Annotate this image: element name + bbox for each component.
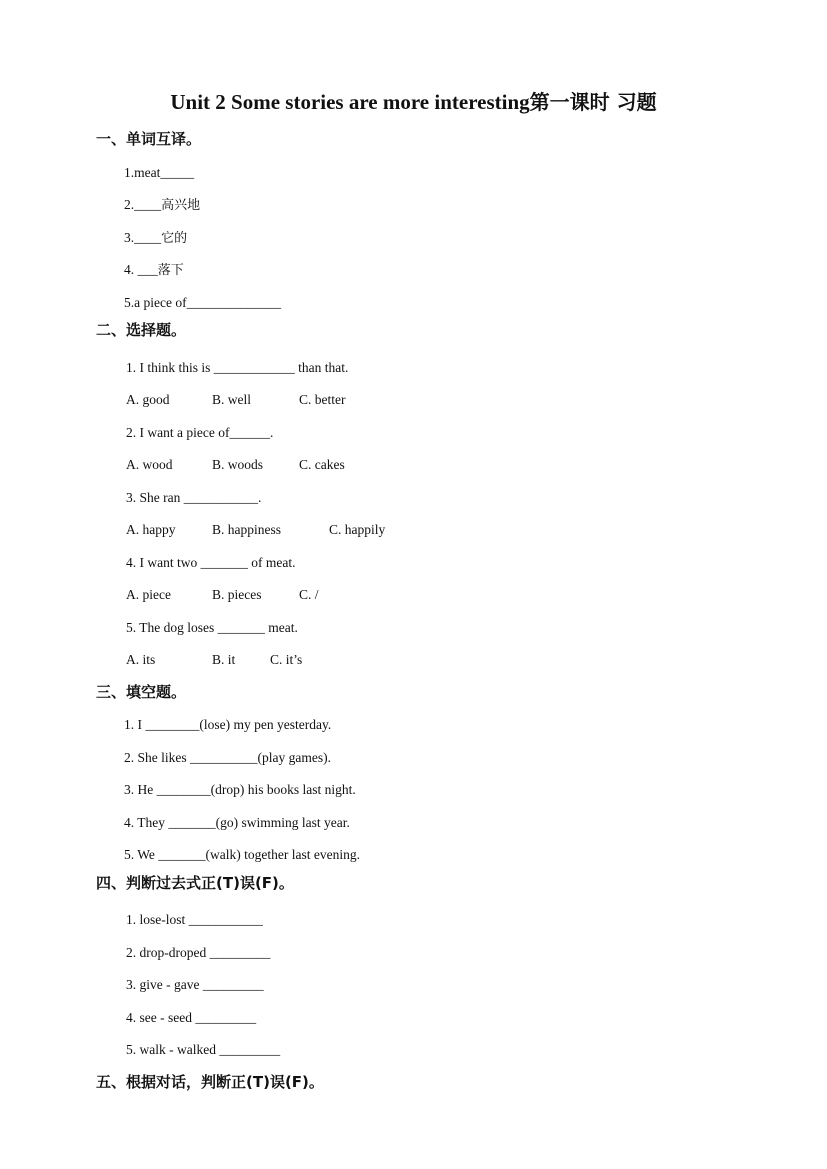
choice-question-3: 3. She ran ___________. (126, 490, 262, 505)
vocab-item-5 (124, 294, 281, 312)
answer-blank[interactable]: ____ (134, 230, 162, 245)
fill-item-5: 5. We _______(walk) together last evening. (124, 847, 360, 862)
judge-item-4: 4. see - seed _________ (126, 1010, 257, 1025)
vocab-chinese: 落下 (157, 263, 184, 278)
vocab-chinese: 高兴地 (161, 198, 201, 213)
option-a[interactable]: A. wood (126, 457, 173, 472)
vocab-item-text: 1.meat (124, 165, 161, 180)
judge-item-3: 3. give - gave _________ (126, 977, 264, 992)
answer-blank[interactable]: ____ (134, 197, 162, 212)
option-a[interactable]: A. piece (126, 587, 171, 602)
title-chinese: 第一课时 习题 (529, 90, 657, 114)
choice-question-1: 1. I think this is ____________ than that. (126, 360, 349, 375)
option-a[interactable]: A. its (126, 652, 156, 667)
judge-item-1: 1. lose-lost ___________ (126, 912, 263, 927)
vocab-item-1 (124, 164, 194, 182)
option-a[interactable]: A. happy (126, 522, 176, 537)
option-c[interactable]: C. it’s (270, 652, 303, 667)
section-2-heading: 二、选择题。 (96, 321, 187, 339)
fill-item-1: 1. I ________(lose) my pen yesterday. (124, 717, 332, 732)
choice-question-5: 5. The dog loses _______ meat. (126, 620, 298, 635)
answer-blank[interactable]: ___ (137, 262, 158, 277)
vocab-item-text: 2. (124, 197, 135, 212)
vocab-item-3 (124, 229, 187, 248)
section-3-heading: 三、填空题。 (96, 683, 187, 701)
vocab-chinese: 它的 (161, 231, 188, 246)
section-4-heading: 四、判断过去式正(T)误(F)。 (96, 874, 294, 892)
choice-question-2: 2. I want a piece of______. (126, 425, 274, 440)
option-a[interactable]: A. good (126, 392, 170, 407)
option-b[interactable]: B. happiness (212, 522, 281, 537)
option-c[interactable]: C. happily (329, 522, 386, 537)
option-b[interactable]: B. it (212, 652, 236, 667)
vocab-item-text: 5.a piece of (124, 295, 187, 310)
option-c[interactable]: C. / (299, 587, 319, 602)
fill-item-2: 2. She likes __________(play games). (124, 750, 331, 765)
vocab-item-2 (124, 196, 200, 215)
vocab-item-4 (124, 261, 184, 280)
option-b[interactable]: B. woods (212, 457, 264, 472)
option-b[interactable]: B. well (212, 392, 251, 407)
vocab-item-text: 4. (124, 262, 138, 277)
judge-item-2: 2. drop-droped _________ (126, 945, 271, 960)
option-c[interactable]: C. better (299, 392, 346, 407)
option-c[interactable]: C. cakes (299, 457, 345, 472)
answer-blank[interactable]: _____ (160, 165, 195, 180)
fill-item-3: 3. He ________(drop) his books last night. (124, 782, 356, 797)
answer-blank[interactable]: ______________ (186, 295, 282, 310)
fill-item-4: 4. They _______(go) swimming last year. (124, 815, 350, 830)
vocab-item-text: 3. (124, 230, 135, 245)
page-title (0, 86, 827, 115)
title-english: Unit 2 Some stories are more interesting (170, 90, 530, 114)
option-b[interactable]: B. pieces (212, 587, 262, 602)
section-5-heading: 五、根据对话，判断正(T)误(F)。 (96, 1073, 324, 1091)
section-1-heading: 一、单词互译。 (96, 130, 202, 148)
judge-item-5: 5. walk - walked _________ (126, 1042, 281, 1057)
choice-question-4: 4. I want two _______ of meat. (126, 555, 296, 570)
